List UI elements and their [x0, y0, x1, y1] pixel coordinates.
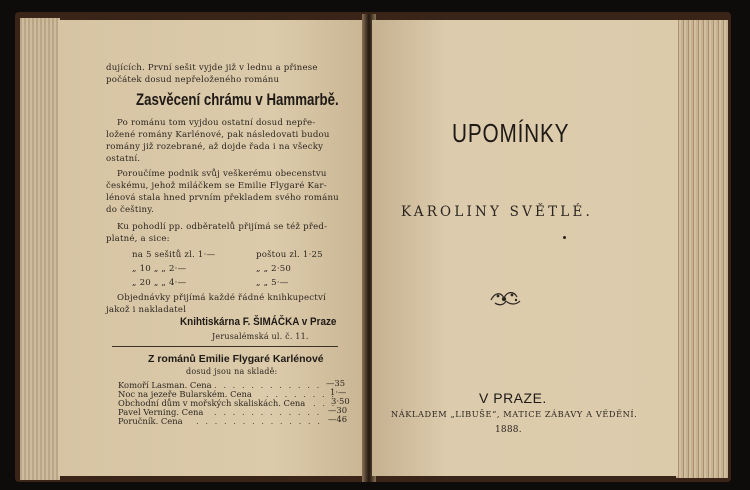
subscription-rate-post: „ „ 2·50	[256, 264, 292, 274]
catalog-item-title: Pavel Verning. Cena	[118, 407, 204, 417]
subscription-rate: „ 10 „ „ 2·—	[132, 264, 187, 274]
publication-year: 1888.	[495, 425, 522, 435]
book-subtitle: KAROLINY SVĚTLÉ.	[401, 204, 594, 220]
catalog-heading: Z románů Emilie Flygaré Karlénové	[148, 353, 324, 365]
catalog-item-price: 3·50	[331, 396, 350, 406]
decorative-dot	[563, 236, 566, 239]
publisher-name: Knihtiskárna F. ŠIMÁČKA v Praze	[180, 316, 337, 328]
catalog-item-title: Komoří Lasman. Cena	[118, 380, 212, 390]
catalog-subheading: dosud jsou na skladě:	[186, 367, 278, 376]
paragraph-line: dujících. První sešit vyjde již v lednu a přinese	[106, 63, 318, 73]
paragraph-line: romány již rozebrané, až dojde řada i na všecky	[106, 142, 324, 152]
paragraph-line: jakož i nakladatel	[106, 305, 187, 315]
novel-title: Zasvěcení chrámu v Hammarbě.	[136, 90, 339, 109]
paragraph-line: lénová stala hned prvním překladem svého románu	[106, 193, 339, 203]
paragraph-line: do češtiny.	[106, 205, 155, 215]
subscription-rate: „ 20 „ „ 4·—	[132, 278, 187, 288]
catalog-item-price: —30	[328, 405, 348, 415]
paragraph-line: Po románu tom vyjdou ostatní dosud nepře-	[117, 118, 316, 128]
left-page-edges	[20, 18, 60, 480]
catalog-item-dots: . . .	[313, 398, 337, 408]
right-page-edges	[676, 20, 728, 478]
subscription-rate: na 5 sešitů zl. 1·—	[132, 250, 216, 260]
paragraph-line: ostatní.	[106, 154, 141, 164]
paragraph-line: českému, jehož miláčkem se Emilie Flygaré Kar-	[106, 181, 327, 191]
catalog-item-title: Poručník. Cena	[118, 416, 183, 426]
subscription-rate-post: „ „ 5·—	[256, 278, 289, 288]
book-title: UPOMÍNKY	[452, 118, 570, 148]
publisher-imprint: NÁKLADEM „LIBUŠE“, MATICE ZÁBAVY A VĚDĚNÍ.	[391, 409, 638, 419]
catalog-item-dots: . . . . . . . . . . . . . .	[196, 416, 322, 426]
paragraph-line: Poroučíme podnik svůj veškerému obecenstvu	[117, 169, 327, 179]
catalog-item-dots: . . . . . . . . . . . .	[214, 380, 322, 390]
paragraph-line: počátek dosud nepřeloženého románu	[106, 75, 280, 85]
catalog-item-dots: . . . . . . . . . . . .	[214, 407, 322, 417]
paragraph-line: ložené romány Karlénové, pak následovati budou	[106, 130, 330, 140]
divider	[112, 346, 338, 347]
paragraph-line: Objednávky přijímá každé řádné knihkupectví	[117, 293, 326, 303]
catalog-item-dots: . . . . . . . .	[266, 389, 336, 399]
catalog-item-title: Obchodní dům v mořských skaliskách. Cena	[118, 398, 306, 408]
flower-ornament-icon	[489, 288, 523, 312]
catalog-item-price: 1·—	[330, 387, 347, 397]
catalog-item-title: Noc na jezeře Bularském. Cena	[118, 389, 252, 399]
publication-city: V PRAZE.	[479, 390, 547, 406]
catalog-item-price: —46	[328, 414, 348, 424]
publisher-address: Jerusalémská ul. č. 11.	[212, 332, 309, 341]
subscription-rate-post: poštou zl. 1·25	[256, 250, 323, 260]
paragraph-line: platné, a sice:	[106, 234, 170, 244]
catalog-item-price: —35	[326, 378, 346, 388]
paragraph-line: Ku pohodlí pp. odběratelů přijímá se též před-	[117, 222, 328, 232]
